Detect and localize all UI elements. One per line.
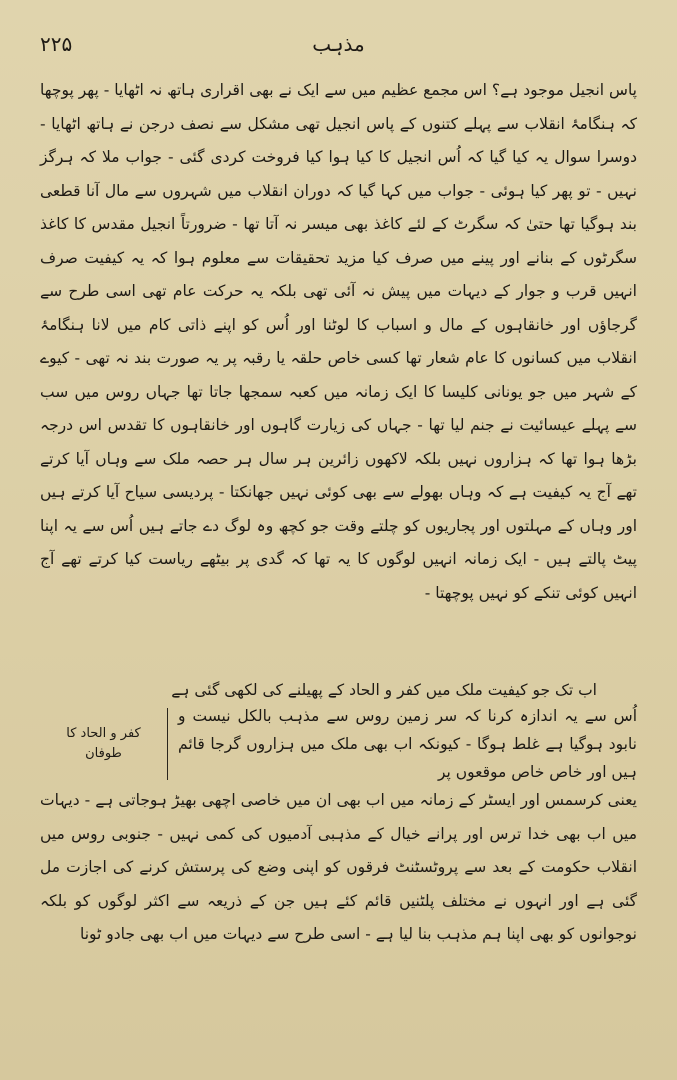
body-text-bottom (40, 784, 637, 952)
page-header (40, 30, 637, 64)
running-head: مذہب (312, 32, 365, 56)
paragraph-side-intro: اب تک جو کیفیت ملک میں کفر و الحاد کے پھیلنے کی لکھی گئی ہے (171, 681, 597, 699)
body-text-top (40, 74, 637, 610)
paragraph-bottom: یعنی کرسمس اور ایسٹر کے زمانہ میں اب بھی ان میں خاصی اچھی بھیڑ ہوجاتی ہے - دیہات میں اب بھی خدا ترس اور پرانے خیال کے مذہبی آدمیوں کی کمی نہیں - جنوبی روس میں انقلاب حکومت کے بعد سے پروٹسٹنٹ فرقوں کو اپنی وضع کی پرستش کرنے کی اجازت مل گئی ہے اور انہوں نے مختلف پلٹنیں قائم کئے ہیں جن کے ذریعہ سے اکثر لوگوں کو بلکہ نوجوانوں کو بھی اپنا ہم مذہب بنا لیا ہے - اسی طرح سے دیہات میں اب بھی جادو ٹونا (40, 791, 637, 943)
paragraph-main: پاس انجیل موجود ہے؟ اس مجمع عظیم میں سے ایک نے بھی اقراری ہاتھ نہ اٹھایا - پھر پوچھا کہ ہنگامۂ انقلاب سے پہلے کتنوں کے پاس انجیل تھی مشکل سے نصف درجن نے ہاتھ اٹھایا - دوسرا سوال یہ کیا گیا کہ اُس انجیل کا کیا ہوا کیا فروخت کردی گئی - جواب ملا کہ ہرگز نہیں - تو پھر کیا ہوئی - جواب میں کہا گیا کہ دوران انقلاب میں شہروں سے مال آنا قطعی بند ہوگیا تھا حتیٰ کہ سگرٹ کے لئے کاغذ بھی میسر نہ آتا تھا - ضرورتاً انجیل مقدس کا کاغذ سگرٹوں کے بنانے اور پینے میں صرف کیا مزید تحقیقات سے معلوم ہوا کہ یہ کیفیت صرف انہیں قرب و جوار کے دیہات میں پیش نہ آئی تھی بلکہ یہ حرکت عام تھی اسی طرح سے گرجاؤں اور خانقاہوں کے مال و اسباب کا لوٹنا اور اُس کو اپنے ذاتی کام میں لانا ہنگامۂ انقلاب میں کسانوں کا عام شعار تھا کسی خاص حلقہ یا رقبہ پر یہ صورت بند نہ تھی - کیوے کے شہر میں جو یونانی کلیسا کا ایک زمانہ میں کعبہ سمجھا جاتا تھا جہاں روس میں سب سے پہلے عیسائیت نے جنم لیا تھا - جہاں کی زیارت گاہوں اور خانقاہوں کا تقدس اس درجہ بڑھا ہوا تھا کہ ہزاروں نہیں بلکہ لاکھوں زائرین ہر سال ہر حصہ ملک سے وہاں آیا کرتے تھے آج یہ کیفیت ہے کہ وہاں بھولے سے بھی کوئی نہیں جھانکتا - پردیسی سیاح آیا کرتے ہیں اور وہاں کے مہلتوں اور پجاریوں کو چلتے وقت جو کچھ وہ لوگ دے جاتے ہیں اُس سے یہ اپنا پیٹ پالتے ہیں - ایک زمانہ انہیں لوگوں کا یہ تھا کہ گدی پر بیٹھے ریاست کیا کرتے تھے آج انہیں کوئی تنکے کو نہیں پوچھتا - (40, 81, 637, 602)
paragraph-side: اُس سے یہ اندازہ کرنا کہ سر زمین روس سے مذہب بالکل نیست و نابود ہوگیا ہے غلط ہوگا - کیونکہ اب بھی ملک میں ہزاروں گرجا قائم ہیں اور خاص خاص موقعوں پر (178, 707, 637, 781)
side-body-text (178, 702, 637, 786)
marginal-heading: کفر و الحاد کا طوفان (40, 708, 168, 780)
page-number: ۲۲۵ (40, 32, 73, 56)
side-note-section (40, 702, 637, 786)
